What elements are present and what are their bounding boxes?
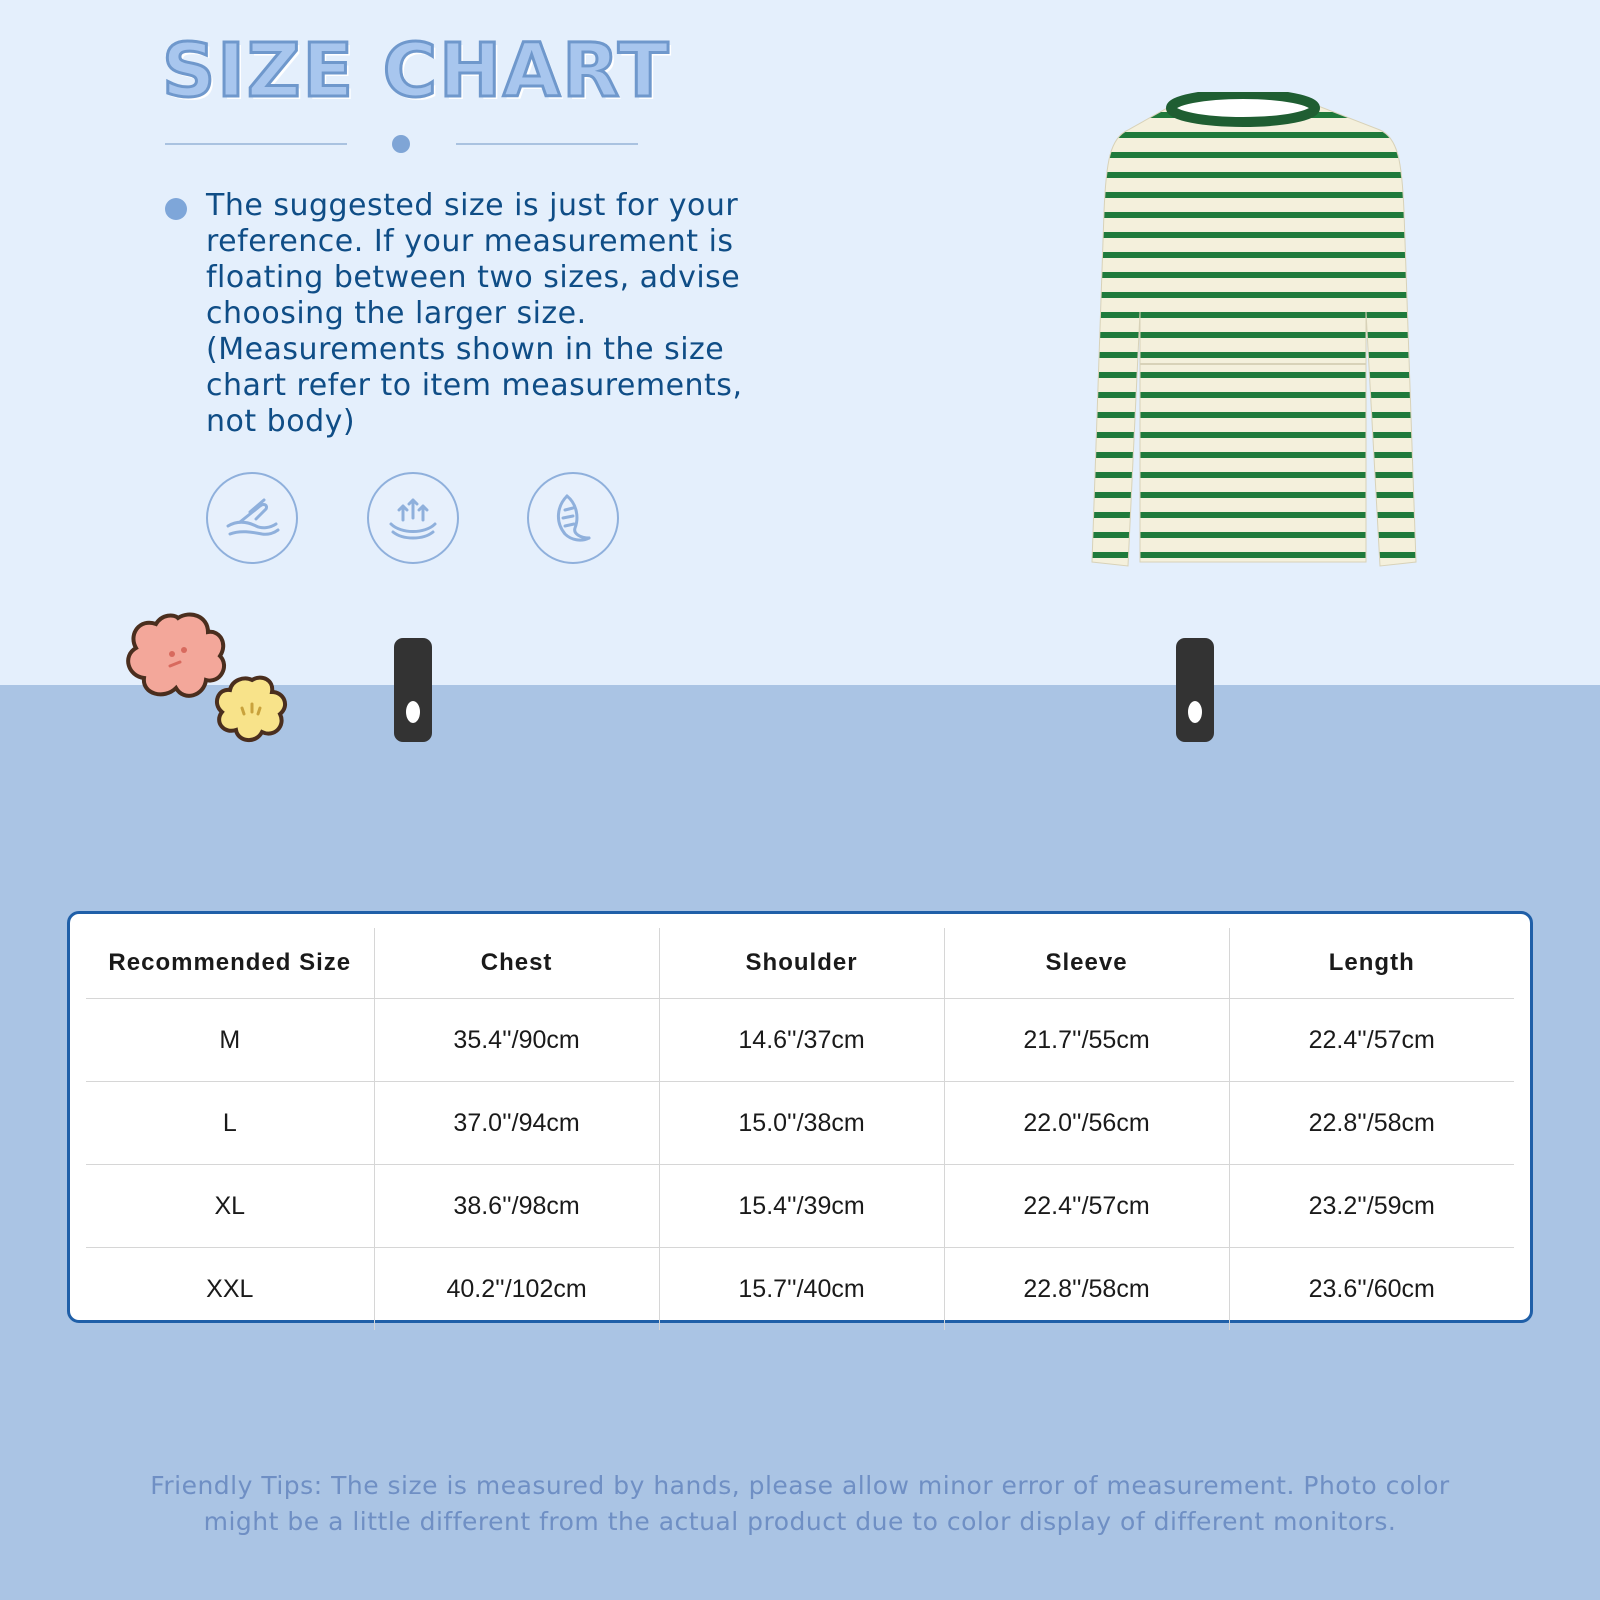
yellow-flower-icon [217, 678, 285, 740]
table-row [86, 1165, 1514, 1248]
header-chest: Chest [374, 928, 659, 999]
header-length: Length [1229, 928, 1514, 999]
size-table [67, 911, 1533, 1323]
cell-size: L [86, 1082, 374, 1165]
cell-size: XXL [86, 1248, 374, 1331]
striped-shirt-image [1058, 92, 1458, 602]
feather-icon [527, 472, 619, 564]
cell-sleeve: 21.7''/55cm [944, 999, 1229, 1082]
hanger-clip-right [1176, 638, 1214, 742]
cell-length: 22.4''/57cm [1229, 999, 1514, 1082]
header-sleeve: Sleeve [944, 928, 1229, 999]
title-divider-left [165, 143, 347, 145]
header-recommended-size: Recommended Size [108, 949, 352, 976]
breathable-icon [367, 472, 459, 564]
cell-length: 22.8''/58cm [1229, 1082, 1514, 1165]
hanger-clip-left [394, 638, 432, 742]
cell-shoulder: 15.7''/40cm [659, 1248, 944, 1331]
cell-size: XL [86, 1165, 374, 1248]
cell-shoulder: 15.4''/39cm [659, 1165, 944, 1248]
cell-sleeve: 22.4''/57cm [944, 1165, 1229, 1248]
table-row [86, 1082, 1514, 1165]
table-header-row [86, 928, 1514, 999]
cell-chest: 37.0''/94cm [374, 1082, 659, 1165]
friendly-tips: Friendly Tips: The size is measured by hands, please allow minor error of measurement. Photo color might be a little different from the actual product due to color display of different monitors. [150, 1471, 1450, 1536]
table-row [86, 999, 1514, 1082]
table-row [86, 1248, 1514, 1331]
title-divider-dot [392, 135, 410, 153]
cell-length: 23.6''/60cm [1229, 1248, 1514, 1331]
cell-size: M [86, 999, 374, 1082]
cell-shoulder: 14.6''/37cm [659, 999, 944, 1082]
cell-chest: 35.4''/90cm [374, 999, 659, 1082]
page-title: SIZE CHART [162, 28, 671, 114]
title-divider-right [456, 143, 638, 145]
cell-sleeve: 22.8''/58cm [944, 1248, 1229, 1331]
flower-decoration [120, 610, 310, 760]
cell-sleeve: 22.0''/56cm [944, 1082, 1229, 1165]
size-note: The suggested size is just for your reference. If your measurement is floating between two sizes, advise choosing the larger size. (Measurements shown in the size chart refer to item measurements, not body) [206, 188, 743, 439]
cell-chest: 40.2''/102cm [374, 1248, 659, 1331]
cell-shoulder: 15.0''/38cm [659, 1082, 944, 1165]
pink-flower-icon [128, 614, 224, 695]
soft-hand-icon [206, 472, 298, 564]
note-bullet [165, 198, 187, 220]
cell-length: 23.2''/59cm [1229, 1165, 1514, 1248]
cell-chest: 38.6''/98cm [374, 1165, 659, 1248]
header-shoulder: Shoulder [659, 928, 944, 999]
